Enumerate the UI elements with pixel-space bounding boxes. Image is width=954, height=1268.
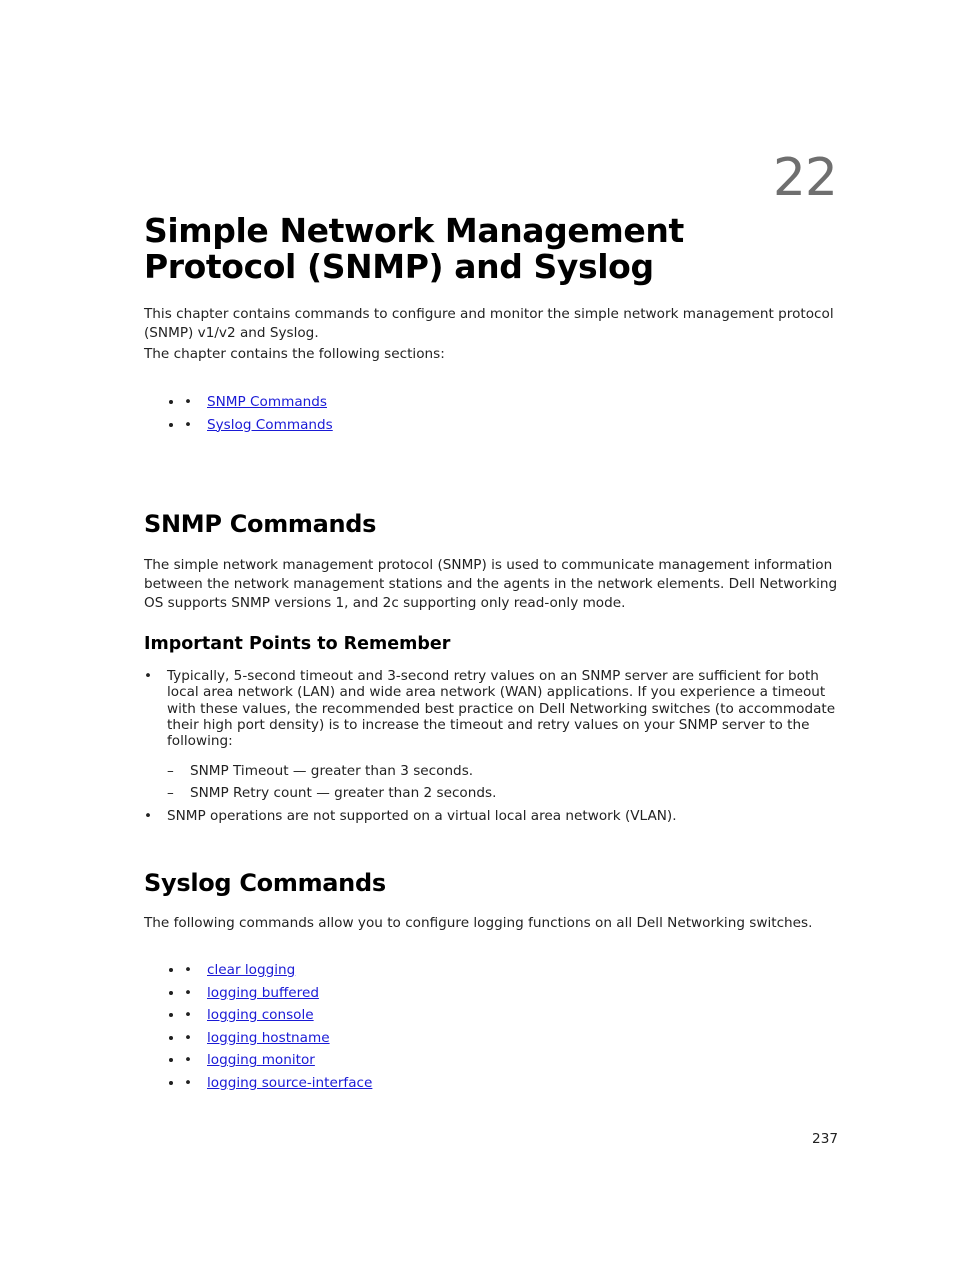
syslog-commands-link[interactable]: Syslog Commands (207, 416, 333, 433)
snmp-section-heading: SNMP Commands (144, 510, 377, 538)
list-item (184, 393, 884, 416)
sub-list-item: – SNMP Timeout — greater than 3 seconds. (167, 763, 844, 785)
chapter-number: 22 (772, 148, 837, 208)
list-item (144, 808, 844, 824)
syslog-command-list (144, 961, 884, 1097)
syslog-paragraph: The following commands allow you to configure logging functions on all Dell Networking switches. (144, 915, 813, 931)
logging-monitor-link[interactable]: logging monitor (207, 1052, 315, 1069)
list-item (144, 668, 844, 807)
chapter-title: Simple Network Management Protocol (SNMP) and Syslog (144, 211, 684, 286)
snmp-commands-link[interactable]: SNMP Commands (207, 394, 327, 410)
point-text: Typically, 5-second timeout and 3-second retry values on an SNMP server are sufficient for both local area network (LAN) and wide area network (WAN) applications. If you experience a timeout with these values, the recommended best practice on Dell Networking switches (to accommodate their high port density) is to increase the timeout and retry values on your SNMP server to the following: (167, 668, 836, 750)
list-item (184, 1006, 884, 1029)
list-item (184, 1051, 884, 1074)
list-item (184, 1074, 884, 1097)
clear-logging-link[interactable]: clear logging (207, 962, 296, 978)
sub-list-item: – SNMP Retry count — greater than 2 seconds. (167, 785, 844, 807)
logging-hostname-link[interactable]: logging hostname (207, 1029, 330, 1046)
section-link-list (144, 393, 884, 438)
point-text: SNMP operations are not supported on a virtual local area network (VLAN). (167, 808, 677, 825)
snmp-paragraph: The simple network management protocol (SNMP) is used to communicate management information between the network management stations and the agents in the network elements. Dell Networking OS supports SNMP versions 1, and 2c supporting only read-only mode. (144, 557, 838, 611)
list-item (184, 984, 884, 1007)
important-points-heading: Important Points to Remember (144, 634, 451, 654)
syslog-section-heading: Syslog Commands (144, 869, 386, 897)
list-item (184, 1029, 884, 1052)
contains-paragraph: The chapter contains the following sections: (144, 346, 445, 362)
important-points-list (144, 668, 844, 825)
logging-source-interface-link[interactable]: logging source-interface (207, 1074, 373, 1091)
list-item (184, 416, 884, 439)
sub-point-list (167, 763, 844, 807)
logging-console-link[interactable]: logging console (207, 1007, 314, 1024)
page-number: 237 (812, 1131, 838, 1147)
list-item (184, 961, 884, 984)
intro-paragraph: This chapter contains commands to configure and monitor the simple network management protocol (SNMP) v1/v2 and Syslog. (144, 306, 834, 341)
logging-buffered-link[interactable]: logging buffered (207, 984, 319, 1001)
